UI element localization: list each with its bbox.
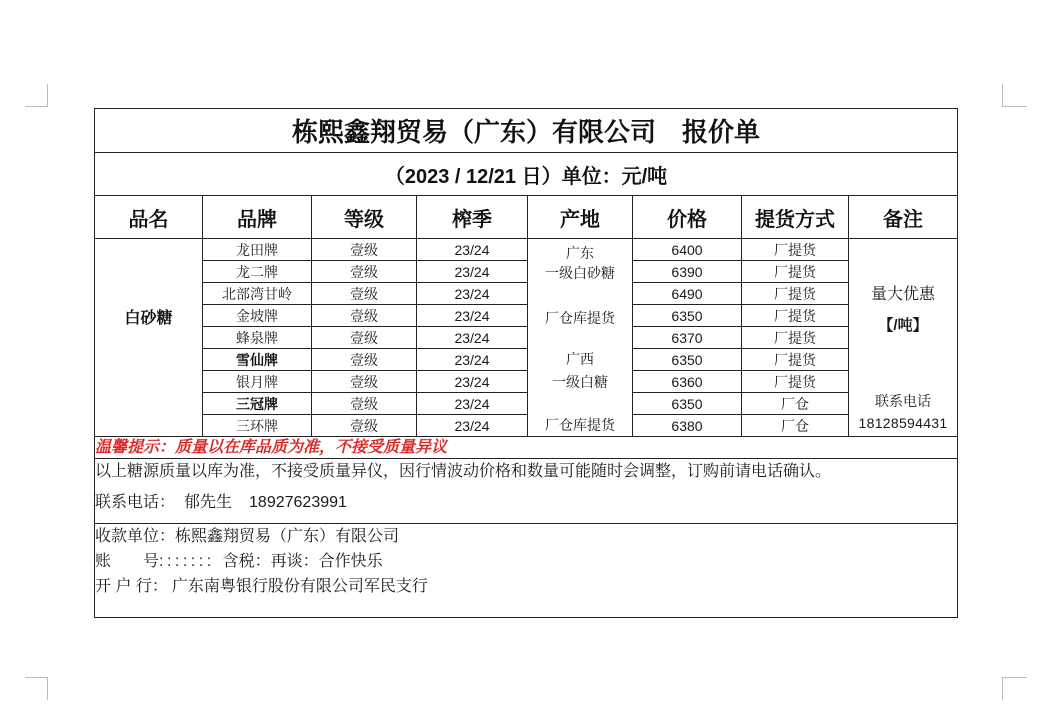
origin-box [528, 239, 632, 435]
delivery-cell: 厂提货 [742, 239, 849, 261]
price-cell: 6360 [633, 371, 742, 393]
remarks-contact-label: 联系电话 [875, 393, 931, 409]
season-cell: 23/24 [417, 371, 528, 393]
grade-cell: 壹级 [312, 327, 417, 349]
bank-row [95, 524, 958, 618]
origin-pickup: 厂仓库提货 [545, 417, 615, 433]
header-season: 榨季 [417, 196, 528, 239]
subtitle-row [95, 153, 958, 196]
product-name-box [95, 239, 202, 435]
brand-cell: 银月牌 [203, 371, 312, 393]
bank-line [95, 574, 957, 599]
origin-product: 一级白砂糖 [545, 265, 615, 281]
header-row [95, 196, 958, 239]
brand-cell: 三环牌 [203, 415, 312, 437]
bank-block [95, 524, 958, 618]
origin-region: 广东 [566, 245, 594, 261]
crop-mark-bottom-left [25, 677, 48, 700]
grade-cell: 壹级 [312, 283, 417, 305]
header-remarks: 备注 [849, 196, 958, 239]
crop-mark-bottom-right [1002, 677, 1027, 700]
price-cell: 6490 [633, 283, 742, 305]
grade-cell: 壹级 [312, 239, 417, 261]
table-row [95, 305, 958, 327]
grade-cell: 壹级 [312, 393, 417, 415]
season-cell: 23/24 [417, 305, 528, 327]
notes-row [95, 459, 958, 524]
origin-product: 一级白糖 [552, 374, 608, 390]
header-grade: 等级 [312, 196, 417, 239]
season-cell: 23/24 [417, 393, 528, 415]
delivery-cell: 厂提货 [742, 283, 849, 305]
remarks-unit: 【/吨】 [878, 317, 928, 334]
product-name-cell [95, 239, 203, 437]
remarks-promo: 量大优惠 [871, 286, 936, 303]
delivery-cell: 厂仓 [742, 393, 849, 415]
table-row [95, 371, 958, 393]
payee-label: 收款单位： [95, 528, 176, 545]
origin-region: 广西 [566, 351, 594, 367]
table-row [95, 415, 958, 437]
brand-cell: 雪仙牌 [203, 349, 312, 371]
grade-cell: 壹级 [312, 371, 417, 393]
season-cell: 23/24 [417, 415, 528, 437]
price-cell: 6350 [633, 349, 742, 371]
header-price: 价格 [633, 196, 742, 239]
bank-name: 广东南粤银行股份有限公司军民支行 [171, 578, 428, 595]
crop-mark-top-right [1002, 84, 1027, 107]
document-title: 栋熙鑫翔贸易（广东）有限公司 报价单 [95, 109, 958, 153]
product-name: 白砂糖 [124, 310, 173, 327]
price-cell: 6380 [633, 415, 742, 437]
payment-terms: 含税：再谈：合作快乐 [222, 553, 383, 570]
season-cell: 23/24 [417, 239, 528, 261]
header-delivery: 提货方式 [742, 196, 849, 239]
brand-cell: 三冠牌 [203, 393, 312, 415]
notes-text: 以上糖源质量以库为准，不接受质量异仪，因行情波动价格和数量可能随时会调整，订购前请电话确认。 [95, 463, 832, 480]
warning-row [95, 437, 958, 459]
remarks-contact-phone: 18128594431 [858, 415, 948, 431]
delivery-cell: 厂提货 [742, 261, 849, 283]
table-row [95, 283, 958, 305]
brand-cell: 龙二牌 [203, 261, 312, 283]
grade-cell: 壹级 [312, 415, 417, 437]
payee-name: 栋熙鑫翔贸易（广东）有限公司 [175, 528, 400, 545]
bank-label: 开 户 行： [95, 578, 168, 595]
brand-cell: 金坡牌 [203, 305, 312, 327]
price-cell: 6350 [633, 393, 742, 415]
contact-phone: 18927623991 [249, 494, 347, 511]
notes-block [95, 459, 958, 524]
table-row [95, 393, 958, 415]
grade-cell: 壹级 [312, 261, 417, 283]
season-cell: 23/24 [417, 261, 528, 283]
account-line [95, 549, 957, 574]
price-cell: 6390 [633, 261, 742, 283]
grade-cell: 壹级 [312, 305, 417, 327]
price-cell: 6370 [633, 327, 742, 349]
header-origin: 产地 [528, 196, 633, 239]
season-cell: 23/24 [417, 349, 528, 371]
header-product: 品名 [95, 196, 203, 239]
notes-contact-line [95, 485, 957, 521]
account-label: 账 号 [95, 553, 160, 570]
delivery-cell: 厂提货 [742, 349, 849, 371]
crop-mark-top-left [25, 84, 48, 107]
grade-cell: 壹级 [312, 349, 417, 371]
origin-cell [528, 239, 633, 437]
delivery-cell: 厂提货 [742, 305, 849, 327]
delivery-cell: 厂仓 [742, 415, 849, 437]
price-cell: 6350 [633, 305, 742, 327]
delivery-cell: 厂提货 [742, 327, 849, 349]
brand-cell: 北部湾甘岭 [203, 283, 312, 305]
title-row [95, 109, 958, 153]
header-brand: 品牌 [203, 196, 312, 239]
remarks-cell [849, 239, 958, 437]
account-value: ::::::: [159, 553, 215, 570]
origin-pickup: 厂仓库提货 [545, 310, 615, 326]
season-cell: 23/24 [417, 327, 528, 349]
contact-name: 郁先生 [184, 494, 233, 511]
table-row [95, 239, 958, 261]
quote-date-unit: （2023 / 12/21 日）单位：元/吨 [95, 153, 958, 196]
table-row [95, 349, 958, 371]
warning-notice: 温馨提示：质量以在库品质为准，不接受质量异议 [95, 437, 958, 459]
payee-line [95, 524, 957, 549]
brand-cell: 蜂泉牌 [203, 327, 312, 349]
delivery-cell: 厂提货 [742, 371, 849, 393]
brand-cell: 龙田牌 [203, 239, 312, 261]
table-row [95, 261, 958, 283]
table-row [95, 327, 958, 349]
price-quote-table [94, 108, 958, 618]
remarks-box [849, 239, 957, 435]
contact-label: 联系电话： [95, 494, 176, 511]
season-cell: 23/24 [417, 283, 528, 305]
price-cell: 6400 [633, 239, 742, 261]
